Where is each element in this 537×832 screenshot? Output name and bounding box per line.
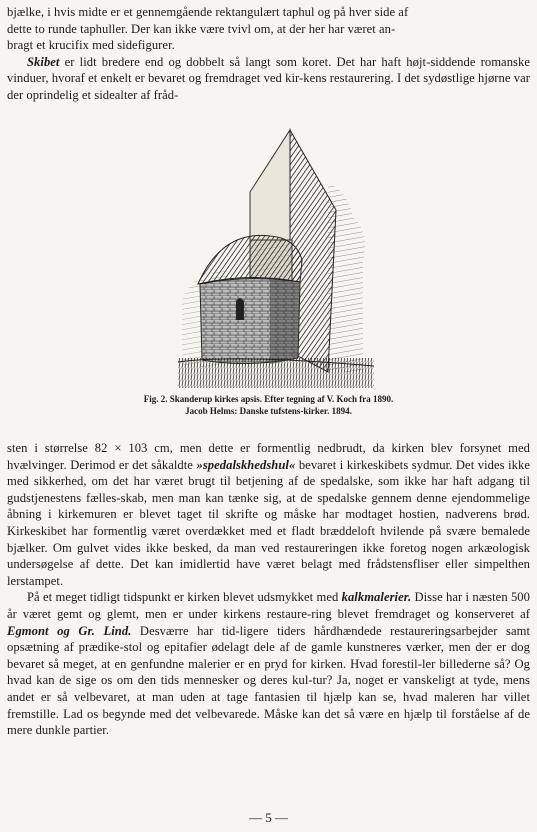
intro-line-1: bjælke, i hvis midte er et gennemgående rektangulært taphul og på hver side af bbox=[7, 5, 409, 19]
kalk-term-1: kalkmalerier. bbox=[341, 590, 412, 605]
caption-line-1: Fig. 2. Skanderup kirkes apsis. Efter tegning af V. Koch fra 1890. bbox=[143, 394, 394, 404]
continuation-text-before: sten i størrelse 82 × 103 cm, men dette er formentlig nedbrudt, da kirken blev forsynet med hvælvinger. Derimod er det såkaldte bbox=[7, 441, 530, 472]
kalk-text-3: Desværre har tid-ligere tiders hårdhændede restaureringsarbejder samt opsætning af prædike-stol og epitafier ødelagt dele af de gamle kunstneres værker, men der er dog bevaret så meget, at en genfundne malerier er en pryd for kirken. Hvad forestil-ler billederne så? Og hvad kan de sige os om den tids mennesker og deres kul-tur? Ja, noget er vanskeligt at tyde, mens andet er så velbevaret, at man uden at tage fantasien til hjælp kan se, hvad maleren har villet fremstille. Lad os begynde med det velbevarede. Måske kan det så være en hjælp til forståelse af de mere dunkle partier. bbox=[7, 623, 530, 738]
kalk-text-2: Disse har i næsten 500 år været gemt og glemt, men er under kirkens restaure-ring blevet fremdraget og konserveret af bbox=[7, 590, 530, 621]
kalk-term-2: Egmont og Gr. Lind. bbox=[7, 623, 132, 638]
skibet-paragraph bbox=[7, 54, 530, 104]
caption-line-2: Jacob Helms: Danske tufstens-kirker. 1894. bbox=[185, 406, 352, 416]
figure-caption bbox=[50, 393, 487, 417]
kalkmalerier-paragraph bbox=[7, 589, 530, 738]
page-number: — 5 — bbox=[249, 810, 288, 825]
church-apse-illustration bbox=[178, 122, 374, 388]
top-text bbox=[7, 4, 530, 104]
continuation-text-after: bevaret i kirkeskibets sydmur. Det vides ikke med sikkerhed, om det har været brugt til betjening af de spedalske, som ikke har haft adgang til gudstjenestens fælles-skab, men man kan tænke sig, at de spedalske gennem denne ejendommelige åbning i kirkemuren er blevet taget til skrifte og måske har modtaget hostien, nadverens brød. Kirkeskibet har formentlig været overdækket med et fladt bræddeloft hvilende på svære bemalede bjælker. Om gulvet vides ikke besked, da man ved restaureringen ikke foretog nogen arkæologisk undersøgelse af dette. Det kan imidlertid have været belagt med frådstensfliser eller simpelthen lerstampet. bbox=[7, 457, 531, 588]
kalk-text-1: På et meget tidligt tidspunkt er kirken blevet udsmykket med bbox=[27, 590, 342, 605]
intro-line-2: dette to runde taphuller. Der kan ikke være tvivl om, at der her har været an- bbox=[7, 21, 396, 36]
intro-line-3: bragt et krucifix med sidefigurer. bbox=[7, 38, 175, 53]
spedalsk-term: »spedalskhedshul« bbox=[196, 457, 296, 472]
skibet-text: er lidt bredere end og dobbelt så langt som koret. Det har haft højt-siddende romanske vinduer, hvoraf et enkelt er bevaret og fremdraget ved kir-kens restaurering. I det sydøstlige hjørne var der oprindelig et sidealter af fråd- bbox=[7, 54, 530, 102]
skibet-term: Skibet bbox=[27, 54, 60, 69]
spedalsk-paragraph bbox=[7, 440, 530, 589]
bottom-text bbox=[7, 440, 530, 739]
